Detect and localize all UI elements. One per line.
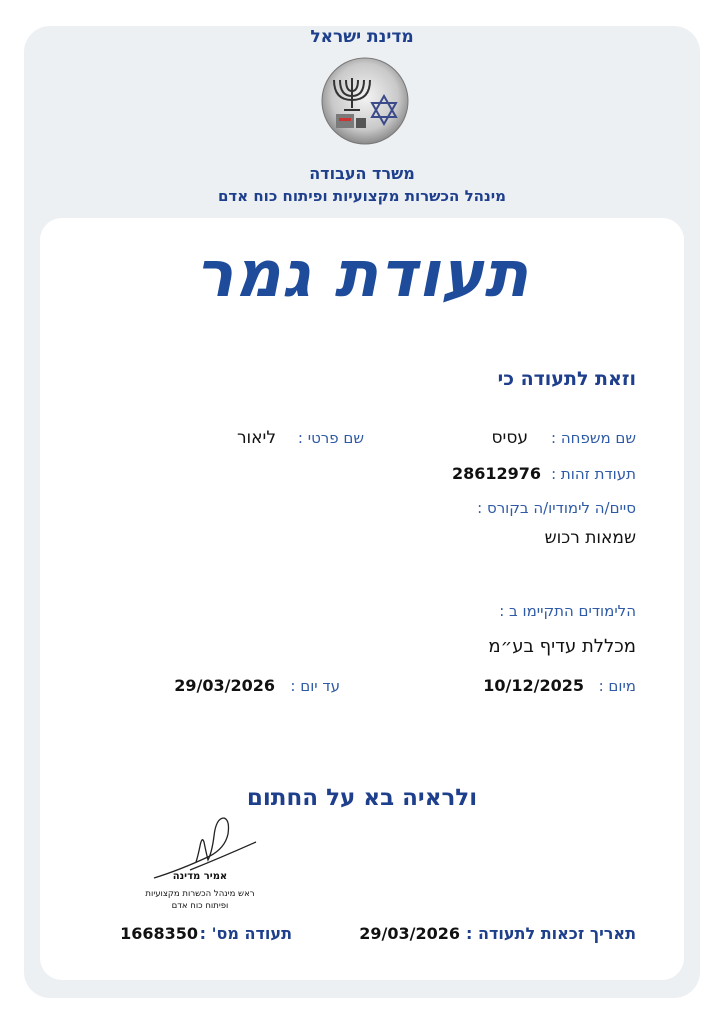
certificate-number: 1668350 — [120, 924, 198, 943]
state-title: מדינת ישראל — [310, 27, 414, 47]
to-date-value: 29/03/2026 — [174, 676, 275, 695]
last-name-label: שם משפחה : — [551, 429, 636, 447]
certificate-body — [40, 218, 684, 980]
course-value: שמאות רכוש — [544, 528, 636, 548]
from-date-value: 10/12/2025 — [483, 676, 584, 695]
signer-name: אמיר מדינה — [172, 871, 228, 882]
to-date-label: עד יום : — [290, 677, 340, 695]
institution-label: הלימודים התקיימו ב : — [499, 602, 636, 620]
from-date-label: מיום : — [598, 677, 636, 695]
first-name-value: ליאור — [236, 428, 276, 448]
first-name-label: שם פרטי : — [297, 429, 364, 447]
seal-statement: ולראיה בא על החתום — [246, 785, 478, 811]
id-label: תעודת זהות : — [551, 465, 636, 483]
signer-role-line2: ופיתוח כוח אדם — [171, 901, 229, 911]
institution-value: מכללת עדיף בע״מ — [488, 636, 636, 657]
id-value: 28612976 — [451, 464, 541, 483]
certificate-title: תעודת גמר — [194, 238, 530, 312]
certificate-number-label: תעודה מס' : — [199, 924, 292, 943]
entitlement-date: 29/03/2026 — [359, 924, 460, 943]
ministry-name: משרד העבודה — [309, 164, 415, 183]
signer-role — [120, 888, 280, 912]
directorate-name: מינהל הכשרות מקצועיות ופיתוח כוח אדם — [217, 187, 507, 205]
entitlement-label: תאריך זכאות לתעודה : — [466, 924, 636, 943]
certify-heading: וזאת לתעודה כי — [497, 368, 636, 390]
course-label: סיים/ה לימודיו/ה בקורס : — [477, 499, 636, 517]
emblem-icon — [320, 56, 410, 146]
last-name-value: עסיס — [491, 428, 528, 448]
signer-role-line1: ראש מינהל הכשרות מקצועיות — [145, 889, 255, 899]
